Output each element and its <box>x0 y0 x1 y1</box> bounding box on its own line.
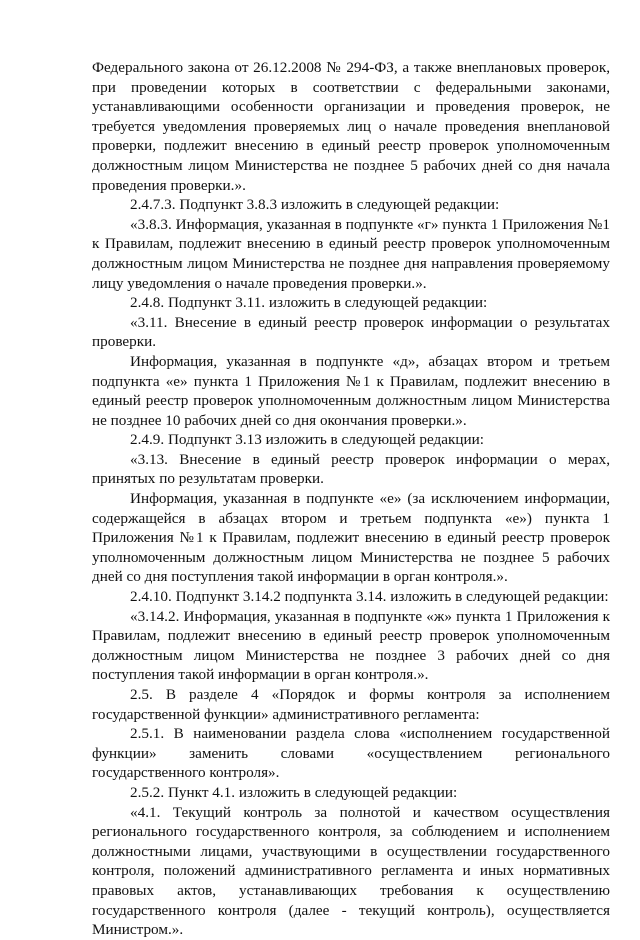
paragraph: «3.8.3. Информация, указанная в подпункте «г» пункта 1 Приложения №1 к Правилам, подлежит внесению в единый реестр проверок уполномоченным должностным лицом Министерства не позднее дня направления проверяемому лицу уведомления о начале проведения проверки.». <box>92 215 610 292</box>
paragraph: Информация, указанная в подпункте «д», абзацах втором и третьем подпункта «е» пункта 1 Приложения №1 к Правилам, подлежит внесению в единый реестр проверок уполномоченным должностным лицом Министерства не позднее 10 рабочих дней со дня окончания проверки.». <box>92 352 610 429</box>
paragraph: Информация, указанная в подпункте «е» (за исключением информации, содержащейся в абзацах втором и третьем подпункта «е») пункта 1 Приложения №1 к Правилам, подлежит внесению в единый реестр проверок уполномоченным должностным лицом Министерства не позднее 5 рабочих дней со дня поступления такой информации в орган контроля.». <box>92 490 610 586</box>
paragraph: 2.5.1. В наименовании раздела слова «исполнением государственной функции» заменить словами «осуществлением регионального государственного контроля». <box>92 725 610 782</box>
paragraph: «4.1. Текущий контроль за полнотой и качеством осуществления регионального государственного контроля, за соблюдением и исполнением должностными лицами, участвующими в осуществлении государственного контроля, положений административного регламента и иных нормативных правовых актов, устанавливающих требования к осуществлению государственного контроля (далее - текущий контроль), осуществляется Министром.». <box>92 803 610 939</box>
paragraph: 2.4.10. Подпункт 3.14.2 подпункта 3.14. изложить в следующей редакции: <box>130 588 609 606</box>
paragraph: 2.4.8. Подпункт 3.11. изложить в следующей редакции: <box>130 294 488 312</box>
paragraph: 2.5. В разделе 4 «Порядок и формы контроля за исполнением государственной функции» административного регламента: <box>92 686 610 723</box>
document-body <box>92 58 610 940</box>
paragraph: Федерального закона от 26.12.2008 № 294-ФЗ, а также внеплановых проверок, при проведении которых в соответствии с федеральными законами, устанавливающими особенности организации и проведения проверок, не требуется уведомления проверяемых лиц о начале проведения внеплановой проверки, подлежит внесению в единый реестр проверок уполномоченным должностным лицом Министерства не позднее 5 рабочих дней со дня начала проведения проверки.». <box>92 59 610 194</box>
paragraph: 2.4.7.3. Подпункт 3.8.3 изложить в следующей редакции: <box>130 196 500 214</box>
paragraph: «3.13. Внесение в единый реестр проверок информации о мерах, принятых по результатам проверки. <box>92 450 610 488</box>
paragraph: 2.5.2. Пункт 4.1. изложить в следующей редакции: <box>130 783 458 801</box>
paragraph: 2.4.9. Подпункт 3.13 изложить в следующей редакции: <box>130 431 484 449</box>
paragraph: «3.11. Внесение в единый реестр проверок информации о результатах проверки. <box>92 313 610 351</box>
paragraph: «3.14.2. Информация, указанная в подпункте «ж» пункта 1 Приложения к Правилам, подлежит внесению в единый реестр проверок уполномоченным должностным лицом Министерства не позднее 3 рабочих дней со дня поступления такой информации в орган контроля.». <box>92 607 610 684</box>
